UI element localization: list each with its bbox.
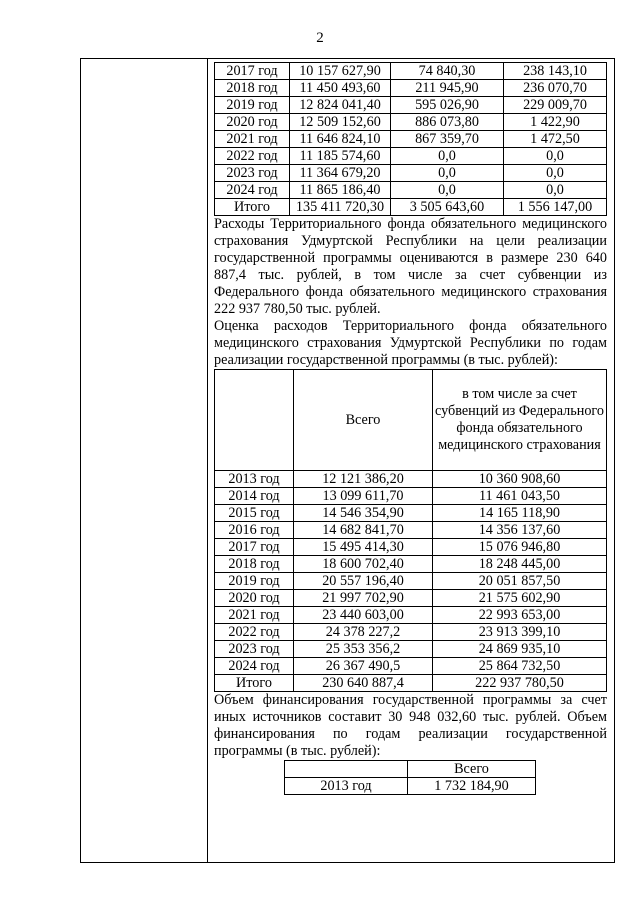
value-cell: 18 600 702,40 xyxy=(294,556,433,573)
table-row xyxy=(215,624,607,641)
value-cell: 10 157 627,90 xyxy=(290,63,391,80)
table-row xyxy=(215,165,607,182)
row-label-cell: 2023 год xyxy=(215,641,294,658)
value-cell: 1 472,50 xyxy=(504,131,607,148)
value-cell: 23 440 603,00 xyxy=(294,607,433,624)
value-cell: 0,0 xyxy=(504,165,607,182)
value-cell: 22 993 653,00 xyxy=(433,607,607,624)
value-cell: 11 646 824,10 xyxy=(290,131,391,148)
document-frame xyxy=(80,58,615,863)
row-label-cell: 2016 год xyxy=(215,522,294,539)
value-cell: 14 356 137,60 xyxy=(433,522,607,539)
value-cell: 25 353 356,2 xyxy=(294,641,433,658)
value-cell: 74 840,30 xyxy=(391,63,504,80)
value-cell: 11 865 186,40 xyxy=(290,182,391,199)
table-row xyxy=(215,199,607,216)
value-cell: 238 143,10 xyxy=(504,63,607,80)
row-label-cell: 2024 год xyxy=(215,182,290,199)
value-cell: 886 073,80 xyxy=(391,114,504,131)
table-row xyxy=(215,522,607,539)
value-cell: 236 070,70 xyxy=(504,80,607,97)
column-divider xyxy=(207,59,208,862)
table-row xyxy=(215,97,607,114)
row-label-cell: 2013 год xyxy=(285,778,408,795)
table-row xyxy=(215,63,607,80)
paragraph-fund-expenses: Расходы Территориального фонда обязательного медицинского страхования Удмуртской Республики на цели реализации государственной программы оцениваются в размере 230 640 887,4 тыс. рублей, в том числе за счет субвенции из Федерального фонда обязательного медицинского страхования 222 937 780,50 тыс. рублей. xyxy=(214,216,607,317)
paragraph-other-sources: Объем финансирования государственной программы за счет иных источников составит 30 948 032,60 тыс. рублей. Объем финансирования по годам реализации государственной программы (в тыс. рублей): xyxy=(214,692,607,759)
value-cell: 211 945,90 xyxy=(391,80,504,97)
content-column xyxy=(214,62,607,795)
table-row xyxy=(215,658,607,675)
value-cell: 14 165 118,90 xyxy=(433,505,607,522)
row-label-cell: 2021 год xyxy=(215,131,290,148)
value-cell: 20 557 196,40 xyxy=(294,573,433,590)
header-cell xyxy=(215,370,294,471)
value-cell: 26 367 490,5 xyxy=(294,658,433,675)
value-cell: 12 824 041,40 xyxy=(290,97,391,114)
value-cell: 18 248 445,00 xyxy=(433,556,607,573)
value-cell: 21 997 702,90 xyxy=(294,590,433,607)
row-label-cell: 2020 год xyxy=(215,590,294,607)
table-other-sources-by-year xyxy=(284,760,536,795)
table-row xyxy=(215,131,607,148)
value-cell: 23 913 399,10 xyxy=(433,624,607,641)
value-cell: 12 509 152,60 xyxy=(290,114,391,131)
row-label-cell: 2022 год xyxy=(215,624,294,641)
row-label-cell: 2020 год xyxy=(215,114,290,131)
row-label-cell: 2019 год xyxy=(215,97,290,114)
value-cell: 14 546 354,90 xyxy=(294,505,433,522)
value-cell: 867 359,70 xyxy=(391,131,504,148)
table-row xyxy=(215,182,607,199)
table-row xyxy=(215,641,607,658)
value-cell: 14 682 841,70 xyxy=(294,522,433,539)
table-row xyxy=(215,675,607,692)
table-row xyxy=(215,505,607,522)
row-label-cell: Итого xyxy=(215,199,290,216)
table-row xyxy=(215,80,607,97)
table-fund-by-year xyxy=(214,369,607,692)
page-number: 2 xyxy=(316,30,324,46)
value-cell: 10 360 908,60 xyxy=(433,471,607,488)
value-cell: 0,0 xyxy=(391,148,504,165)
row-label-cell: 2015 год xyxy=(215,505,294,522)
table-row xyxy=(215,590,607,607)
value-cell: 230 640 887,4 xyxy=(294,675,433,692)
value-cell: 1 732 184,90 xyxy=(408,778,536,795)
value-cell: 11 364 679,20 xyxy=(290,165,391,182)
table-row xyxy=(285,778,536,795)
row-label-cell: Итого xyxy=(215,675,294,692)
row-label-cell: 2024 год xyxy=(215,658,294,675)
table-row xyxy=(215,556,607,573)
table-row xyxy=(215,573,607,590)
value-cell: 20 051 857,50 xyxy=(433,573,607,590)
table-row xyxy=(215,607,607,624)
value-cell: 0,0 xyxy=(504,182,607,199)
row-label-cell: 2013 год xyxy=(215,471,294,488)
value-cell: 0,0 xyxy=(504,148,607,165)
table-row xyxy=(215,114,607,131)
value-cell: 24 378 227,2 xyxy=(294,624,433,641)
value-cell: 1 556 147,00 xyxy=(504,199,607,216)
table-header-row xyxy=(215,370,607,471)
value-cell: 15 495 414,30 xyxy=(294,539,433,556)
value-cell: 12 121 386,20 xyxy=(294,471,433,488)
header-cell: Всего xyxy=(408,761,536,778)
value-cell: 1 422,90 xyxy=(504,114,607,131)
table-row xyxy=(215,471,607,488)
row-label-cell: 2017 год xyxy=(215,63,290,80)
value-cell: 135 411 720,30 xyxy=(290,199,391,216)
table-row xyxy=(215,539,607,556)
row-label-cell: 2021 год xyxy=(215,607,294,624)
row-label-cell: 2023 год xyxy=(215,165,290,182)
table-row xyxy=(215,148,607,165)
header-cell: Всего xyxy=(294,370,433,471)
value-cell: 21 575 602,90 xyxy=(433,590,607,607)
value-cell: 13 099 611,70 xyxy=(294,488,433,505)
value-cell: 15 076 946,80 xyxy=(433,539,607,556)
value-cell: 25 864 732,50 xyxy=(433,658,607,675)
row-label-cell: 2014 год xyxy=(215,488,294,505)
value-cell: 24 869 935,10 xyxy=(433,641,607,658)
row-label-cell: 2017 год xyxy=(215,539,294,556)
paragraph-fund-estimate: Оценка расходов Территориального фонда обязательного медицинского страхования Удмуртской Республики по годам реализации государственной программы (в тыс. рублей): xyxy=(214,318,607,368)
value-cell: 11 450 493,60 xyxy=(290,80,391,97)
value-cell: 595 026,90 xyxy=(391,97,504,114)
value-cell: 0,0 xyxy=(391,165,504,182)
value-cell: 11 185 574,60 xyxy=(290,148,391,165)
header-cell: в том числе за счет субвенций из Федерального фонда обязательного медицинского страхования xyxy=(433,370,607,471)
value-cell: 222 937 780,50 xyxy=(433,675,607,692)
value-cell: 0,0 xyxy=(391,182,504,199)
table-header-row xyxy=(285,761,536,778)
row-label-cell: 2022 год xyxy=(215,148,290,165)
header-cell xyxy=(285,761,408,778)
row-label-cell: 2018 год xyxy=(215,80,290,97)
value-cell: 3 505 643,60 xyxy=(391,199,504,216)
value-cell: 11 461 043,50 xyxy=(433,488,607,505)
value-cell: 229 009,70 xyxy=(504,97,607,114)
table-funding-sources xyxy=(214,62,607,216)
row-label-cell: 2019 год xyxy=(215,573,294,590)
row-label-cell: 2018 год xyxy=(215,556,294,573)
table-row xyxy=(215,488,607,505)
